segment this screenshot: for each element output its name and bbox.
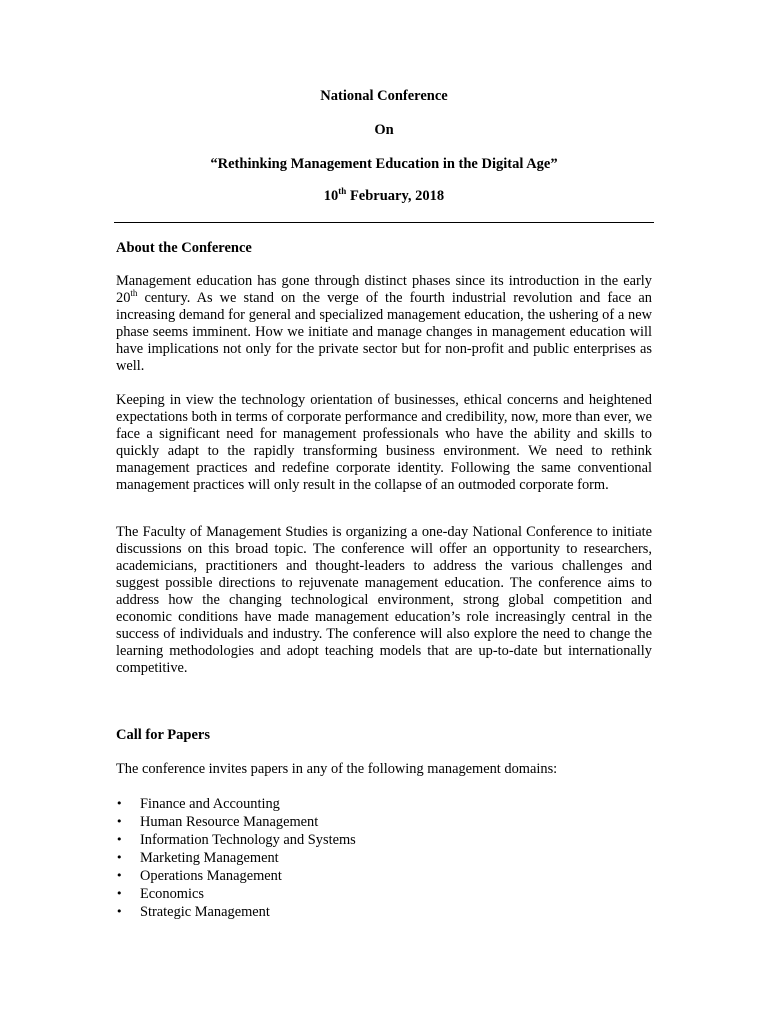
bullet-icon: • <box>116 869 123 882</box>
date-suffix: th <box>338 186 347 197</box>
list-item <box>116 885 356 903</box>
domain-label: Finance and Accounting <box>140 796 280 812</box>
list-item <box>116 867 356 885</box>
date-day: 10 <box>323 188 339 204</box>
list-item <box>116 903 356 921</box>
header-divider <box>114 222 654 223</box>
list-item <box>116 813 356 831</box>
about-p1-sup: th <box>130 288 138 299</box>
domain-label: Economics <box>140 886 204 902</box>
about-heading: About the Conference <box>116 240 252 256</box>
about-paragraph-2: Keeping in view the technology orientation of businesses, ethical concerns and heightened expectations both in terms of corporate performance and credibility, now, more than ever, we face a significant need for management professionals who have the ability and skills to quickly adapt to the rapidly transforming business environment. We need to rethink management practices and redefine corporate identity. Following the same conventional management practices will only result in the collapse of an outmoded corporate form. <box>116 392 652 493</box>
about-paragraph-3: The Faculty of Management Studies is organizing a one-day National Conference to initiate discussions on this broad topic. The conference will offer an opportunity to researchers, academicians, practitioners and thought-leaders to address the various challenges and suggest possible directions to rejuvenate management education. The conference aims to address how the changing technological environment, strong global competition and economic conditions have made management education’s role increasingly central in the success of individuals and industry. The conference will also explore the need to change the learning methodologies and adopt teaching models that are up-to-date but internationally competitive. <box>116 524 652 676</box>
domains-list <box>116 795 356 921</box>
domain-label: Human Resource Management <box>140 814 319 830</box>
call-for-papers-intro: The conference invites papers in any of the following management domains: <box>116 761 558 777</box>
bullet-icon: • <box>116 905 123 918</box>
title-connector: On <box>374 122 394 138</box>
conference-title: National Conference <box>320 88 448 104</box>
date-rest: February, 2018 <box>346 188 445 204</box>
bullet-icon: • <box>116 797 123 810</box>
about-paragraph-1 <box>116 273 652 375</box>
list-item <box>116 795 356 813</box>
list-item <box>116 849 356 867</box>
bullet-icon: • <box>116 815 123 828</box>
call-for-papers-heading: Call for Papers <box>116 727 210 743</box>
bullet-icon: • <box>116 851 123 864</box>
domain-label: Strategic Management <box>140 904 270 920</box>
about-p1-end: century. As we stand on the verge of the fourth industrial revolution and face an increasing demand for general and specialized management education, the ushering of a new phase seems imminent. How we initiate and manage changes in management education will have implications not only for the private sector but for non-profit and public enterprises as well. <box>116 290 652 374</box>
bullet-icon: • <box>116 833 123 846</box>
domain-label: Operations Management <box>140 868 282 884</box>
conference-date <box>0 187 768 205</box>
bullet-icon: • <box>116 887 123 900</box>
list-item <box>116 831 356 849</box>
about-p1-start: Management education has gone through distinct phases since its introduction in the early 20 <box>116 273 652 306</box>
conference-theme: “Rethinking Management Education in the Digital Age” <box>210 156 558 172</box>
domain-label: Marketing Management <box>140 850 279 866</box>
domain-label: Information Technology and Systems <box>140 832 356 848</box>
